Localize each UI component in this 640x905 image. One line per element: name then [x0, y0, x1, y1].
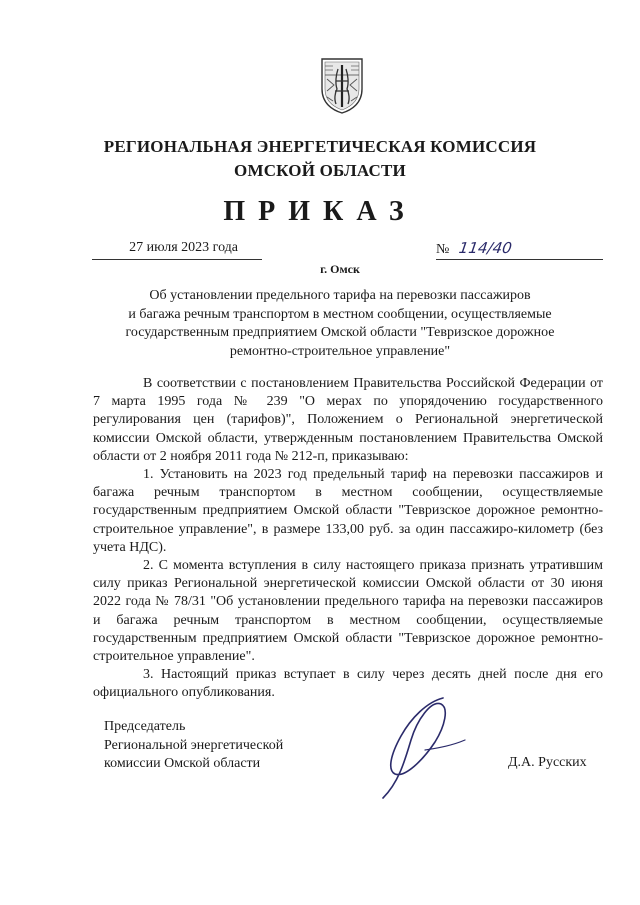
subject-line: Об установлении предельного тарифа на перевозки пассажиров	[149, 288, 531, 303]
commission-name-line1: РЕГИОНАЛЬНАЯ ЭНЕРГЕТИЧЕСКАЯ КОМИССИЯ	[103, 137, 537, 156]
preamble-paragraph: В соответствии с постановлением Правительства Российской Федерации от 7 марта 1995 года № 239 "О мерах по упорядочению государственного регулирования цен (тарифов)", Положением о Региональной энергетической комиссии Омской области, утвержденным постановлением Правительства Омской области от 2 ноября 2011 года № 212-п, приказываю:	[93, 376, 603, 464]
commission-name-line2: ОМСКОЙ ОБЛАСТИ	[234, 161, 406, 180]
order-date: 27 июля 2023 года	[92, 238, 262, 260]
signatory-title-line: Региональной энергетической	[104, 737, 284, 753]
item-1-paragraph: 1. Установить на 2023 год предельный тариф на перевозки пассажиров и багажа речным транспортом в местном сообщении, осуществляемые государственным предприятием Омской области "Тевризское дорожное ремонтно-строительное управление", в размере 133,00 руб. за один пассажиро-километр (без учета НДС).	[93, 467, 603, 555]
omsk-coat-of-arms-icon	[318, 55, 366, 115]
handwritten-signature-icon	[365, 690, 485, 805]
signatory-title	[104, 718, 283, 774]
order-number: 114/40	[457, 239, 513, 257]
item-3-paragraph: 3. Настоящий приказ вступает в силу через десять дней после дня его официального опубликования.	[93, 667, 603, 701]
subject-line: ремонтно-строительное управление"	[229, 343, 451, 359]
order-body	[93, 375, 603, 703]
number-sign: №	[436, 242, 450, 257]
city: г. Омск	[320, 262, 360, 276]
document-type-title: ПРИКАЗ	[223, 196, 417, 227]
signatory-title-line: комиссии Омской области	[104, 756, 261, 771]
subject-line: и багажа речным транспортом в местном сообщении, осуществляемые	[128, 306, 552, 322]
order-number-field	[436, 238, 603, 260]
signatory-title-line: Председатель	[104, 719, 186, 734]
signatory-name: Д.А. Русских	[508, 755, 587, 770]
item-2-paragraph: 2. С момента вступления в силу настоящего приказа признать утратившим силу приказ Региональной энергетической комиссии Омской области от 30 июня 2022 года № 78/31 "Об установлении предельного тарифа на перевозки пассажиров и багажа речным транспортом в местном сообщении, осуществляемые государственным предприятием Омской области "Тевризское дорожное ремонтно-строительное управление".	[93, 558, 603, 665]
subject-line: государственным предприятием Омской области "Тевризское дорожное	[125, 325, 555, 340]
order-subject	[100, 287, 580, 361]
